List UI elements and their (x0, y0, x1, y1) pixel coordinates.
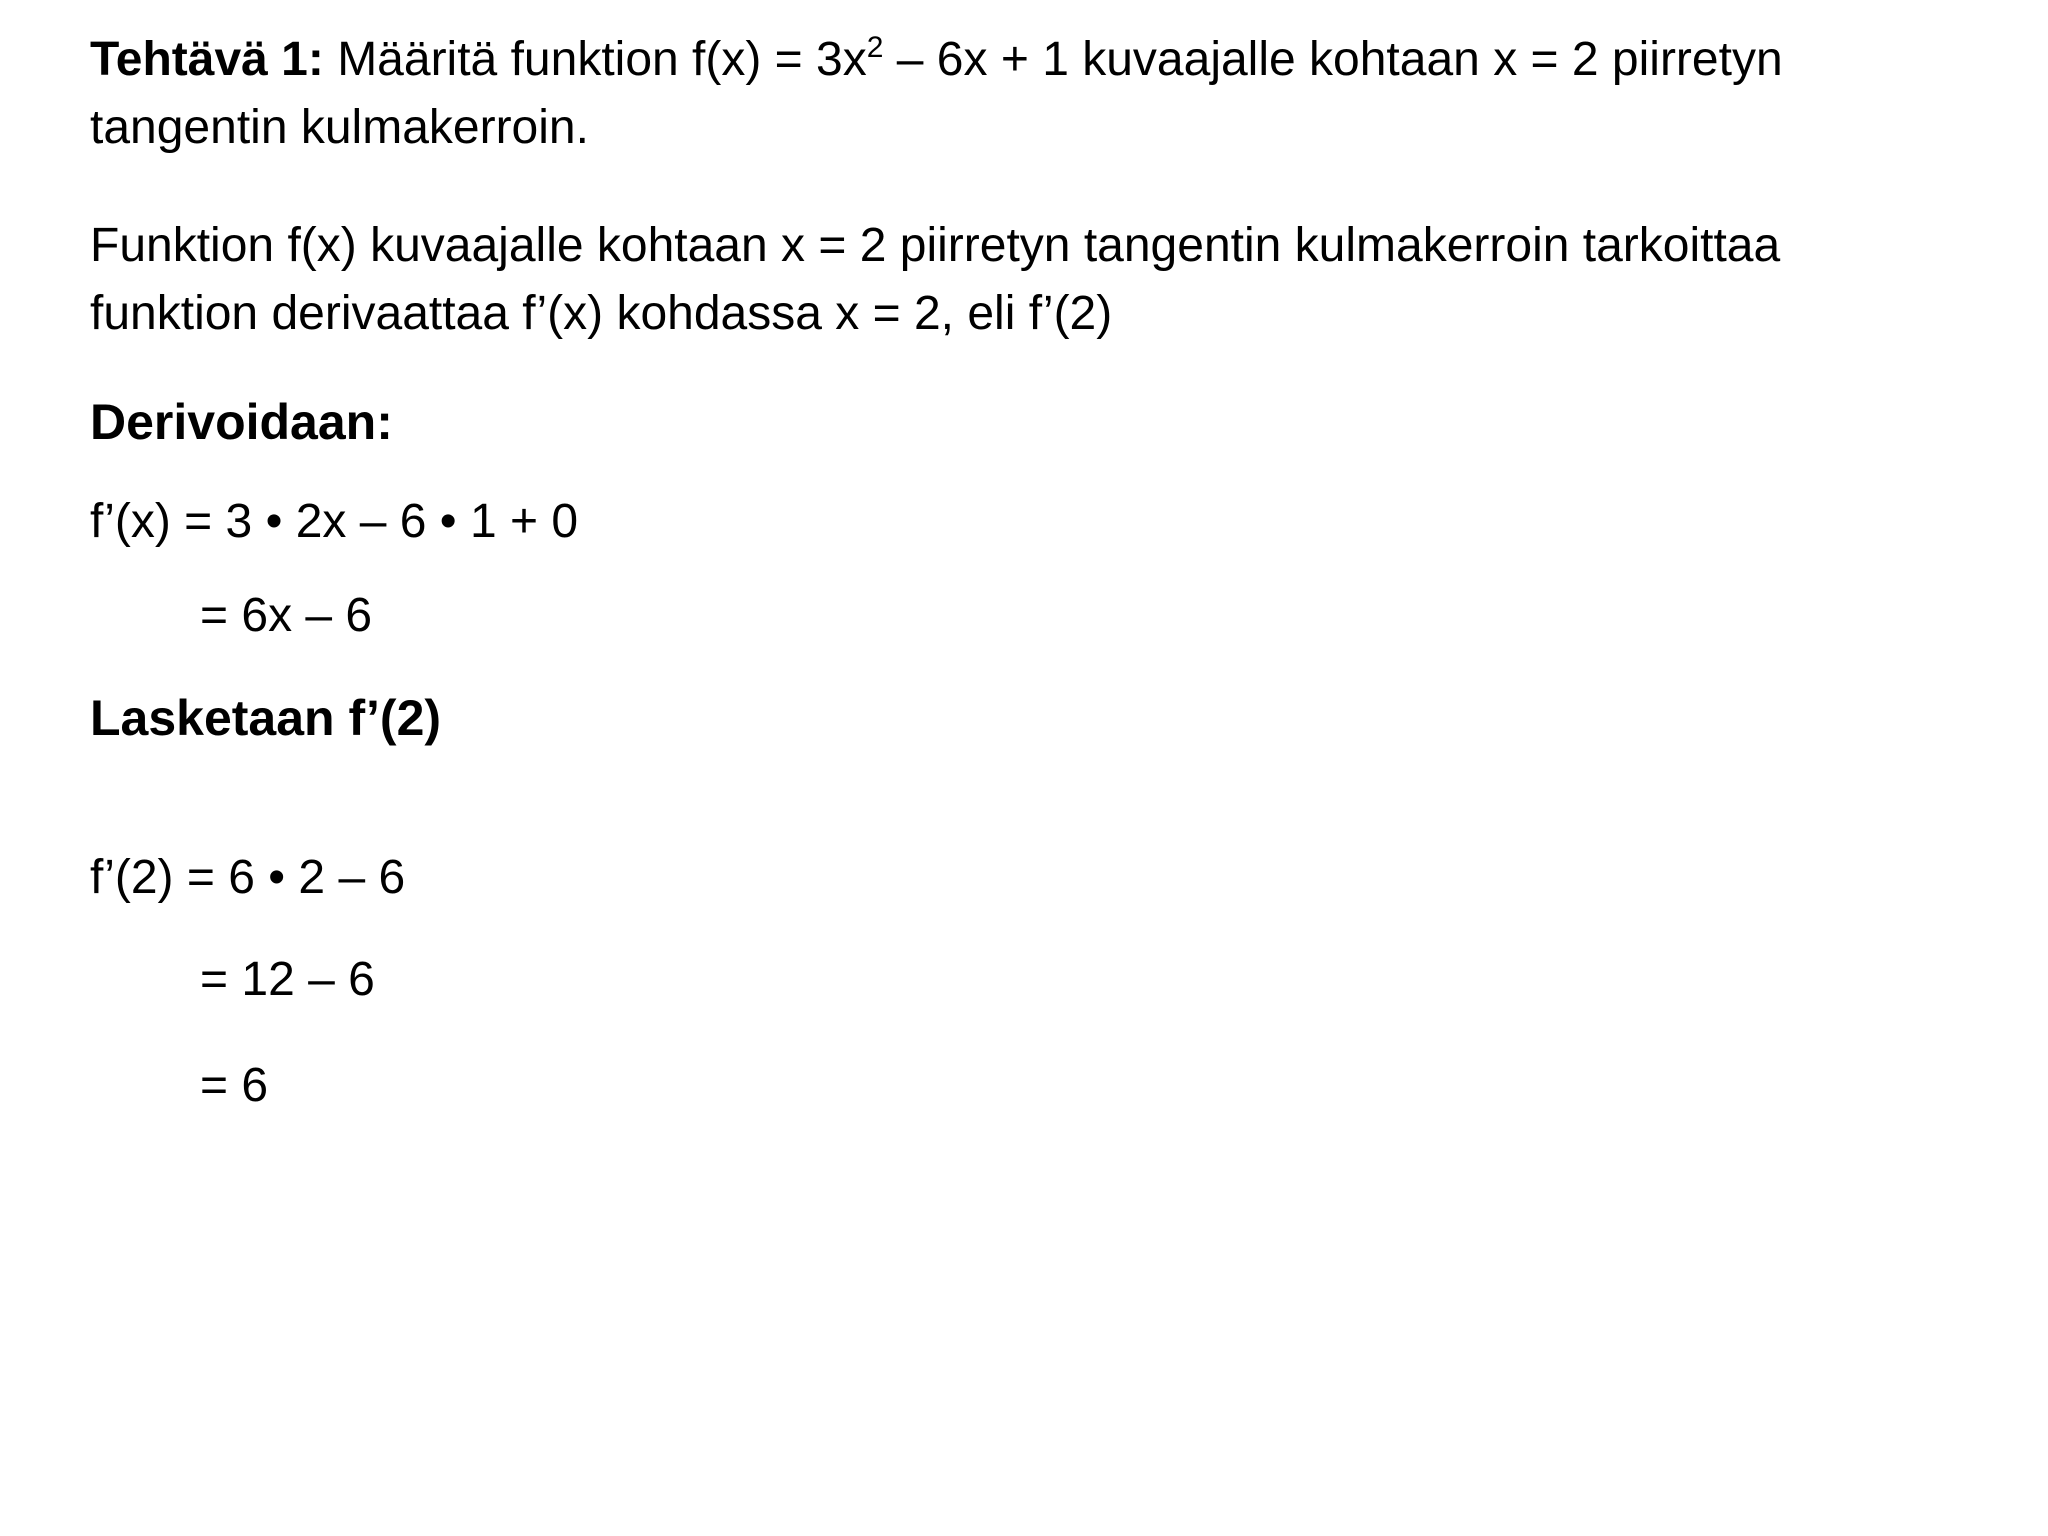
task-statement-line-2: tangentin kulmakerroin. (90, 101, 589, 154)
calculation-step-1: f’(2) = 6 • 2 – 6 (90, 851, 406, 904)
calculation-step-3: = 6 (200, 1059, 269, 1112)
derivation-step-2: = 6x – 6 (200, 589, 373, 642)
calculation-heading: Lasketaan f’(2) (90, 690, 442, 746)
task-exponent: 2 (866, 31, 884, 64)
calculation-step-2: = 12 – 6 (200, 953, 375, 1006)
task-label: Tehtävä 1: (90, 33, 324, 86)
explanation-line-2: funktion derivaattaa f’(x) kohdassa x = 2, eli f’(2) (90, 287, 1113, 340)
derivation-step-1: f’(x) = 3 • 2x – 6 • 1 + 0 (90, 495, 579, 548)
task-statement-line-1 (90, 32, 1783, 88)
explanation-line-1: Funktion f(x) kuvaajalle kohtaan x = 2 piirretyn tangentin kulmakerroin tarkoittaa (90, 219, 1781, 272)
task-text-start: Määritä funktion f(x) = 3x (323, 33, 867, 86)
task-text-end: – 6x + 1 kuvaajalle kohtaan x = 2 piirretyn (883, 33, 1783, 86)
derivation-heading: Derivoidaan: (90, 394, 393, 450)
